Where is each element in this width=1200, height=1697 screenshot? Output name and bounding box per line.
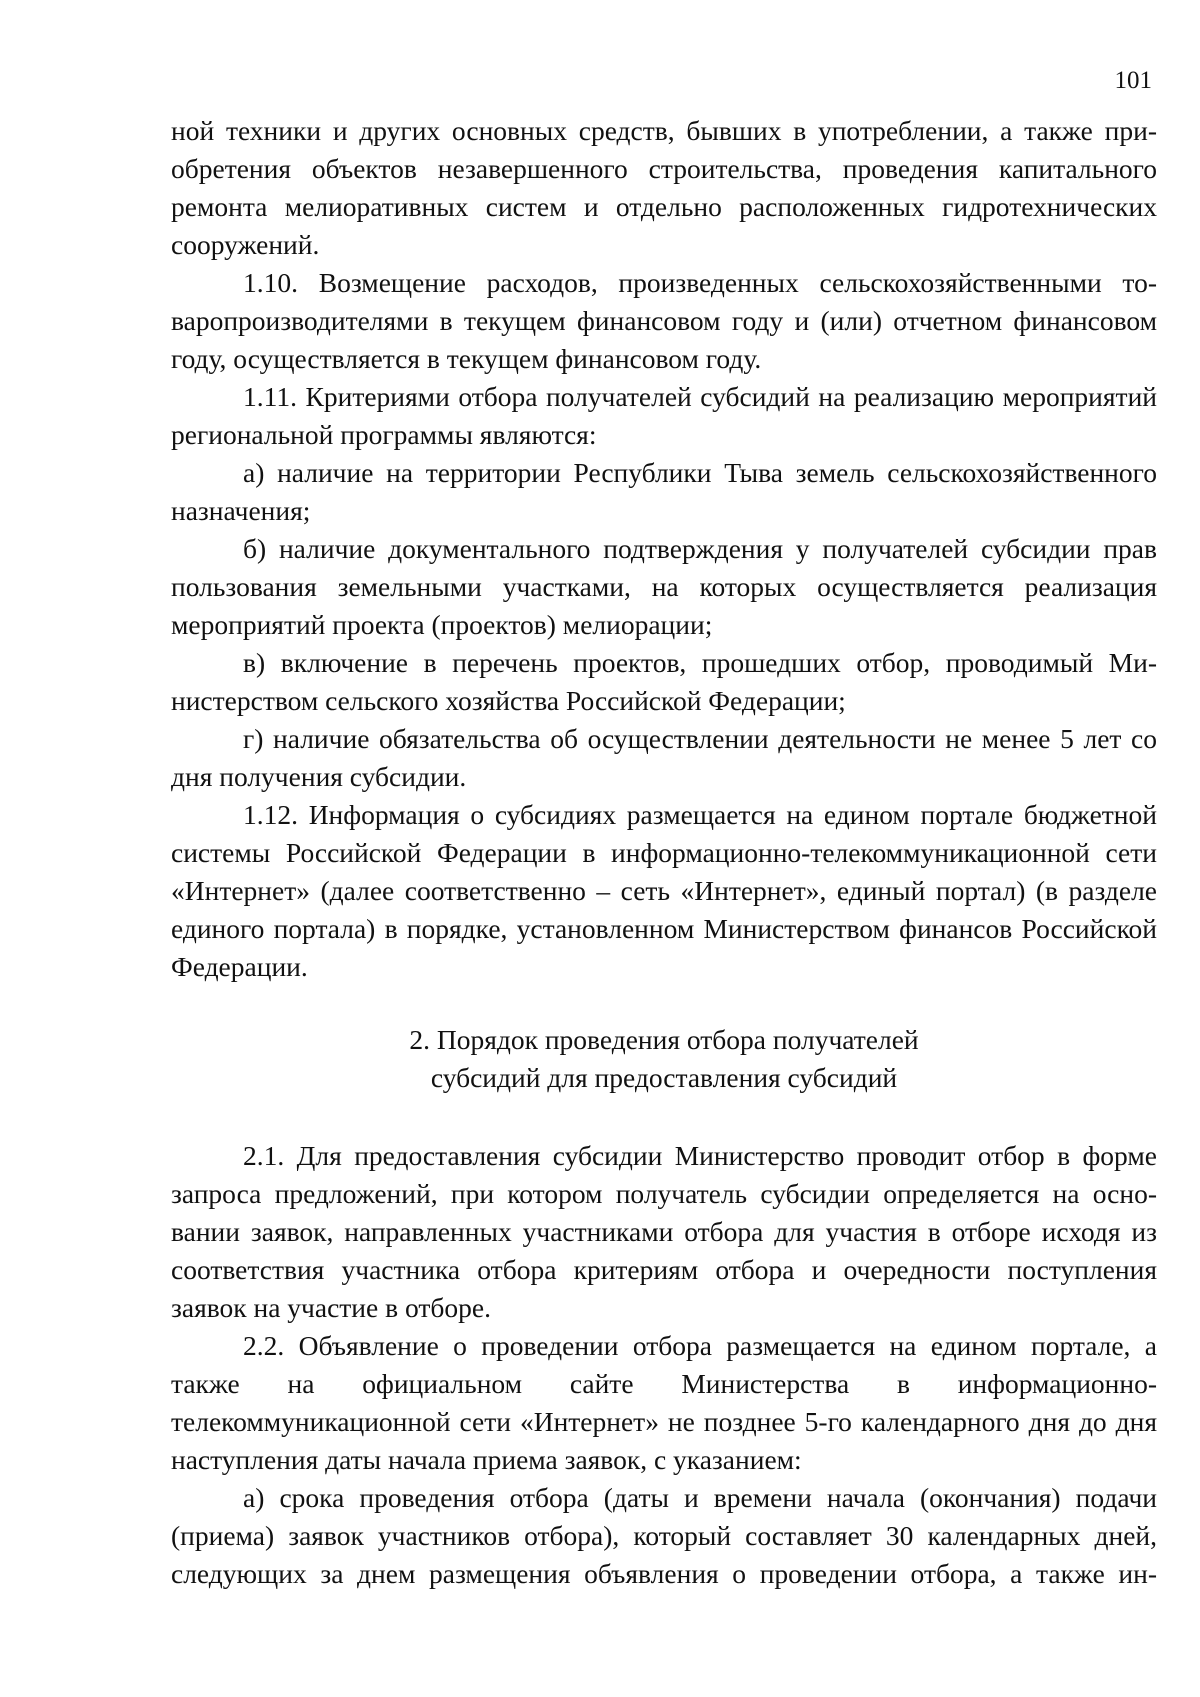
paragraph-2-2: 2.2. Объявление о проведении отбора размещается на едином портале, а также на официальном сайте Министерства в информационно-телекоммуникационной сети «Интернет» не позднее 5-го календарного дня до дня наступления даты начала приема заявок, с указанием: bbox=[171, 1330, 1157, 1475]
paragraph-1-12: 1.12. Информация о субсидиях размещается на едином портале бюджетной системы Российской Федерации в информационно-телекоммуникационной сети «Интернет» (далее соответственно – сеть «Интернет», единый портал) (в разделе единого портала) в порядке, установленном Министерством финансов Российской Федерации. bbox=[171, 799, 1157, 982]
section-heading bbox=[171, 1021, 1157, 1097]
section-heading-line-2: субсидий для предоставления субсидий bbox=[430, 1062, 898, 1093]
document-body bbox=[171, 112, 1157, 1593]
paragraph-2-1: 2.1. Для предоставления субсидии Министерство проводит отбор в форме запроса предложений, при котором получатель субсидии определяется на основании заявок, направленных участниками отбора для участия в отборе исходя из соответствия участника отбора критериям отбора и очередности поступления заявок на участие в отборе. bbox=[171, 1140, 1157, 1323]
paragraph-1-11: 1.11. Критериями отбора получателей субсидий на реализацию мероприятий региональной программы являются: bbox=[171, 381, 1157, 450]
paragraph-1-11-a: а) наличие на территории Республики Тыва земель сельскохозяйственного назначения; bbox=[171, 457, 1157, 526]
paragraph-continuation: ной техники и других основных средств, бывших в употреблении, а также приобретения объектов незавершенного строительства, проведения капитального ремонта мелиоративных систем и отдельно расположенных гидротехнических сооружений. bbox=[171, 115, 1157, 260]
paragraph-1-10: 1.10. Возмещение расходов, произведенных сельскохозяйственными товаропроизводителями в текущем финансовом году и (или) отчетном финансовом году, осуществляется в текущем финансовом году. bbox=[171, 267, 1157, 374]
paragraph-1-11-b: б) наличие документального подтверждения у получателей субсидии прав пользования земельными участками, на которых осуществляется реализация мероприятий проекта (проектов) мелиорации; bbox=[171, 533, 1157, 640]
paragraph-1-11-g: г) наличие обязательства об осуществлении деятельности не менее 5 лет со дня получения субсидии. bbox=[171, 723, 1157, 792]
page-number: 101 bbox=[1114, 67, 1152, 94]
section-heading-line-1: 2. Порядок проведения отбора получателей bbox=[409, 1024, 919, 1055]
paragraph-1-11-v: в) включение в перечень проектов, прошедших отбор, проводимый Министерством сельского хозяйства Российской Федерации; bbox=[171, 647, 1157, 716]
paragraph-2-2-a: а) срока проведения отбора (даты и времени начала (окончания) подачи (приема) заявок участников отбора), который составляет 30 календарных дней, следующих за днем размещения объявления о проведении отбора, а также ин- bbox=[171, 1482, 1157, 1589]
